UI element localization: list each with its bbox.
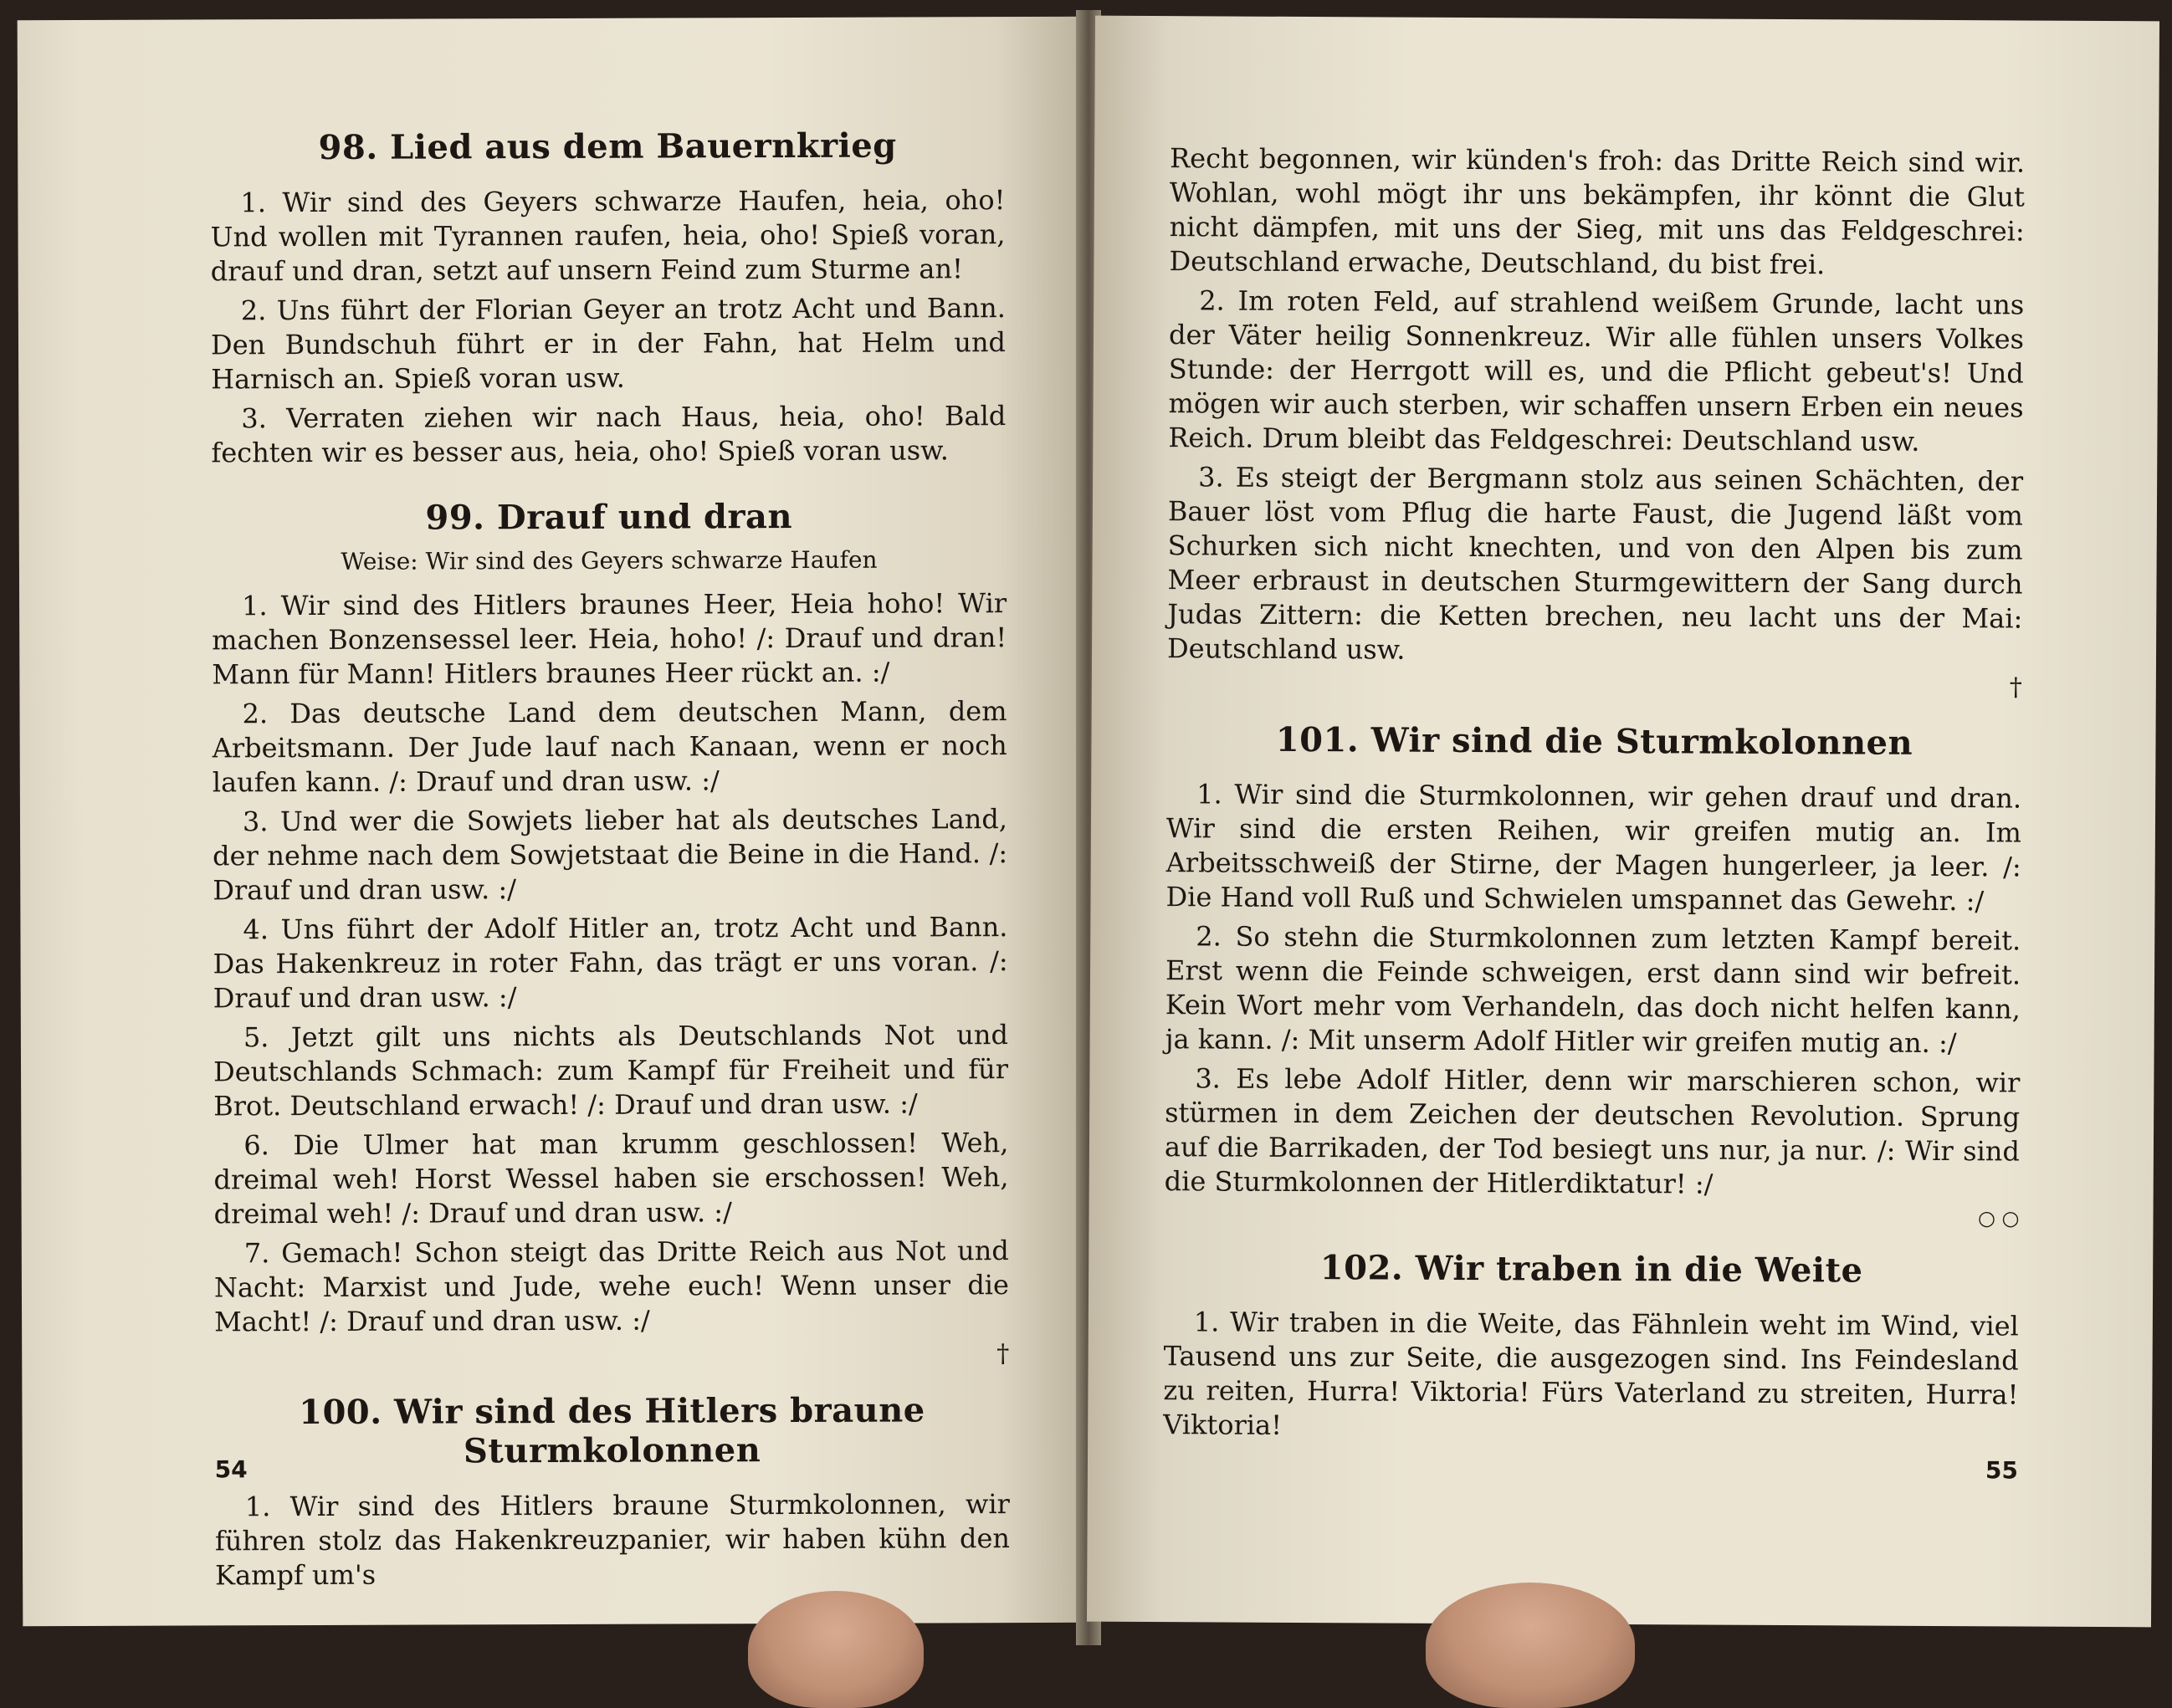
song-title-98: 98. Lied aus dem Bauernkrieg <box>318 125 897 167</box>
verse: Recht begonnen, wir künden's froh: das Dritte Reich sind wir. Wohlan, wohl mögt ihr uns bekämpfen, ihr könnt die Glut nicht dämpfen, mit uns der Sieg, mit uns das Feldgeschrei: Deutschland erwache, Deutschland, du bist frei. <box>1169 142 2026 281</box>
verse: 2. So stehn die Sturmkolonnen zum letzten Kampf bereit. Erst wenn die Feinde schweigen, erst dann sind wir befreit. Kein Wort mehr vom Verhandeln, das doch nicht helfen kann, ja kann. /: Mit unserm Adolf Hitler wir greifen mutig an. :/ <box>1165 920 2021 1060</box>
verse: 5. Jetzt gilt uns nichts als Deutschlands Not und Deutschlands Schmach: zum Kampf für Freiheit und für Brot. Deutschland erwach! /: Drauf und dran usw. :/ <box>213 1019 1009 1122</box>
verse: 3. Und wer die Sowjets lieber hat als deutsches Land, der nehme nach dem Sowjetstaat die Beine in die Hand. /: Drauf und dran usw. :/ <box>213 803 1008 907</box>
song-title-99: 99. Drauf und dran <box>425 496 793 538</box>
song-title-101: 101. Wir sind die Sturmkolonnen <box>1275 719 1913 763</box>
verse: 3. Es lebe Adolf Hitler, denn wir marschieren schon, wir stürmen in dem Zeichen der deutschen Revolution. Sprung auf die Barrikaden, der Tod besiegt uns nur, ja nur. /: Wir sind die Sturmkolonnen der Hitlerdiktatur! :/ <box>1164 1062 2021 1200</box>
verse: 2. Im roten Feld, auf strahlend weißem Grunde, lacht uns der Väter heilig Sonnenkreuz. Wir alle fühlen unsers Volkes Stunde: der Herrgott will es, und die Pflicht gebeut's! Und mögen wir auch sterben, wir schaffen unsern Erben ein neues Reich. Drum bleibt das Feldgeschrei: Deutschland usw. <box>1168 284 2025 458</box>
circle-marks: ○ ○ <box>1977 1206 2020 1230</box>
song-title-102: 102. Wir traben in die Weite <box>1319 1248 1863 1291</box>
verse: 3. Verraten ziehen wir nach Haus, heia, oho! Bald fechten wir es besser aus, heia, oho! Spieß voran usw. <box>211 400 1007 469</box>
spacer <box>214 1367 1009 1393</box>
verse: 1. Wir sind des Hitlers braunes Heer, Heia hoho! Wir machen Bonzensessel leer. Heia, hoho! /: Drauf und dran! Mann für Mann! Hitlers braunes Heer rückt an. :/ <box>212 587 1007 691</box>
verse: 1. Wir sind des Hitlers braune Sturmkolonnen, wir führen stolz das Hakenkreuzpanier, wir haben kühn den Kampf um's <box>214 1488 1011 1592</box>
verse: 7. Gemach! Schon steigt das Dritte Reich aus Not und Nacht: Marxist und Jude, wehe euch! Wenn unser die Macht! /: Drauf und dran usw. :/ <box>213 1235 1010 1338</box>
verse: 1. Wir sind des Geyers schwarze Haufen, heia, oho! Und wollen mit Tyrannen raufen, heia, oho! Spieß voran, drauf und dran, setzt auf unsern Feind zum Sturme an! <box>210 184 1006 288</box>
verse: 6. Die Ulmer hat man krumm geschlossen! Weh, dreimal weh! Horst Wessel haben sie erschossen! Weh, dreimal weh! /: Drauf und dran usw. :/ <box>213 1127 1009 1230</box>
spacer <box>212 473 1007 499</box>
page-number: 55 <box>1985 1456 2019 1485</box>
verse: 1. Wir sind die Sturmkolonnen, wir gehen drauf und dran. Wir sind die ersten Reihen, wir greifen mutig an. Im Arbeitsschweiß der Stirne, der Magen hungerleer, ja leer. /: Die Hand voll Ruß und Schwielen umspannet das Gewehr. :/ <box>1165 778 2022 918</box>
cross-mark: † <box>2009 672 2022 703</box>
right-page <box>1087 16 2159 1628</box>
song-title-100: 100. Wir sind des Hitlers braune Sturmkolonnen <box>299 1390 925 1471</box>
left-page <box>18 17 1086 1626</box>
verse: 1. Wir traben in die Weite, das Fähnlein weht im Wind, viel Tausend uns zur Seite, die ausgezogen sind. Ins Feindesland zu reiten, Hurra! Viktoria! Fürs Vaterland zu streiten, Hurra! Viktoria! <box>1163 1306 2019 1441</box>
cross-mark: † <box>996 1339 1010 1369</box>
verse: 2. Das deutsche Land dem deutschen Mann, dem Arbeitsmann. Der Jude lauf nach Kanaan, wenn er noch laufen kann. /: Drauf und dran usw. :/ <box>212 695 1007 799</box>
verse: 2. Uns führt der Florian Geyer an trotz Acht und Bann. Den Bundschuh führt er in der Fahn, hat Helm und Harnisch an. Spieß voran usw. <box>210 292 1007 396</box>
right-thumb <box>1426 1583 1635 1708</box>
open-booklet <box>12 10 2162 1645</box>
verse: 4. Uns führt der Adolf Hitler an, trotz Acht und Bann. Das Hakenkreuz in roter Fahn, das trägt er uns voran. /: Drauf und dran usw. :/ <box>213 911 1008 1015</box>
tune-note: Weise: Wir sind des Geyers schwarze Haufen <box>341 545 878 575</box>
verse: 3. Es steigt der Bergmann stolz aus seinen Schächten, der Bauer löst vom Pflug die harte Faust, die Jugend läßt vom Schurken sich nicht knechten, und von den Alpen bis zum Meer erbraust in deutschen Sturmgewittern der Sang durch Judas Zittern: die Ketten brechen, neu lacht uns der Mai: Deutschland usw. <box>1166 461 2024 666</box>
page-number: 54 <box>214 1455 248 1484</box>
left-thumb <box>748 1591 924 1708</box>
